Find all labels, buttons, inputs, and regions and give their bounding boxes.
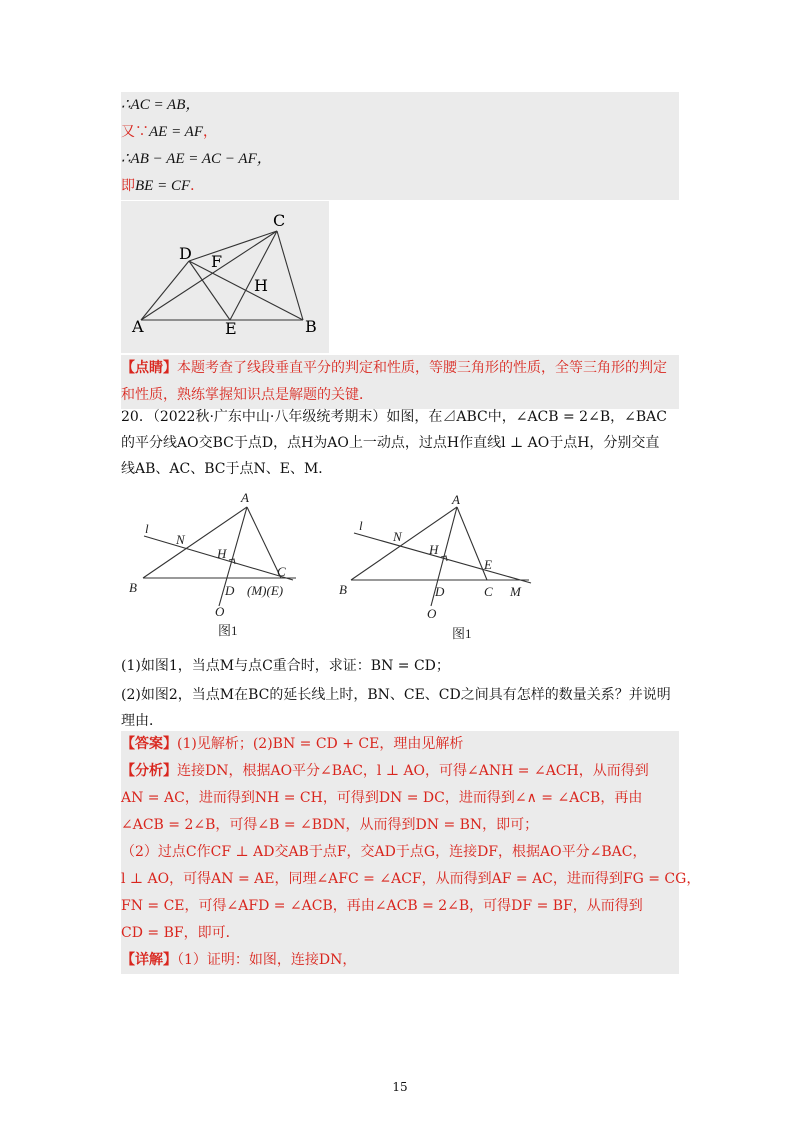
figure-1-caption: 图1 [218, 623, 238, 638]
sub-questions: (1)如图1，当点M与点C重合时，求证：BN = CD； (2)如图2，当点M在BC的延长线上时，BN、CE、CD之间具有怎样的数量关系？并说明 理由． [121, 658, 671, 729]
label-o: O [215, 604, 225, 619]
comment-block: 【点睛】本题考查了线段垂直平分的判定和性质，等腰三角形的性质，全等三角形的判定 和性质，熟练掌握知识点是解题的关键． [121, 355, 679, 409]
label-n: N [393, 529, 402, 544]
label-e: E [225, 319, 237, 338]
figure-2 [331, 488, 541, 652]
figure-2-svg [331, 488, 541, 648]
label-a: A [132, 317, 144, 336]
figure-1-svg [121, 488, 311, 643]
analysis-line-6: FN = CE，可得∠AFD = ∠ACB，再由∠ACB = 2∠B，可得DF = BF，从而得到 [121, 898, 643, 914]
label-a: A [452, 492, 460, 507]
label-b: B [129, 580, 137, 595]
figure-prev [121, 201, 329, 353]
label-h: H [429, 542, 439, 557]
label-b: B [339, 582, 347, 597]
label-d: D [179, 244, 192, 263]
proof-line-2: 又∵AE = AF， [121, 124, 218, 140]
figure-2-caption: 图1 [452, 626, 472, 641]
proof-line-3: ∴AB − AE = AC − AF， [121, 151, 272, 167]
detail-line: 【详解】（1）证明：如图，连接DN， [121, 952, 357, 968]
label-c: C [277, 564, 286, 579]
label-d: D [435, 584, 445, 599]
label-e: E [484, 557, 492, 572]
answer-line: 【答案】(1)见解析；(2)BN = CD + CE，理由见解析 [121, 736, 464, 752]
analysis-line-5: l ⊥ AO，可得AN = AE，同理∠AFC = ∠ACF，从而得到AF = AC，进而得到FG = CG， [121, 871, 701, 887]
analysis-line-2: AN = AC，进而得到NH = CH，可得到DN = DC，进而得到∠∧ = ∠ACB，再由 [121, 790, 643, 806]
label-b: B [305, 317, 317, 336]
proof-line-4: 即BE = CF． [121, 178, 205, 194]
label-h: H [254, 276, 268, 295]
proof-continuation [121, 92, 679, 200]
label-m: M [510, 584, 521, 599]
question-20: 20．（2022秋·广东中山·八年级统考期末）如图，在⊿ABC中，∠ACB = 2∠B，∠BAC 的平分线AO交BC于点D，点H为AO上一动点，过点H作直线l ⊥ AO于点H，分别交直 线AB、AC、BC于点N、E、M． [121, 409, 667, 477]
figure-prev-svg [121, 201, 329, 353]
page-number: 15 [392, 1080, 408, 1094]
label-o: O [427, 606, 437, 621]
analysis-line-7: CD = BF，即可． [121, 925, 240, 941]
answer-block [121, 731, 701, 974]
analysis-line-4: （2）过点C作CF ⊥ AD交AB于点F，交AD于点G，连接DF，根据AO平分∠BAC， [121, 844, 647, 860]
label-l: l [145, 521, 149, 536]
label-d: D [225, 583, 235, 598]
label-f: F [211, 252, 223, 271]
analysis-line-1: 【分析】连接DN，根据AO平分∠BAC，l ⊥ AO，可得∠ANH = ∠ACH，从而得到 [121, 763, 649, 779]
label-m-e: (M)(E) [247, 583, 284, 598]
label-c: C [484, 584, 493, 599]
label-n: N [176, 532, 185, 547]
label-h: H [217, 546, 227, 561]
label-l: l [359, 518, 363, 533]
label-a: A [241, 490, 249, 505]
proof-line-1: ∴AC = AB， [121, 97, 201, 113]
analysis-line-3: ∠ACB = 2∠B，可得∠B = ∠BDN，从而得到DN = BN，即可； [121, 817, 539, 833]
figure-1 [121, 488, 311, 647]
label-c: C [273, 211, 286, 230]
